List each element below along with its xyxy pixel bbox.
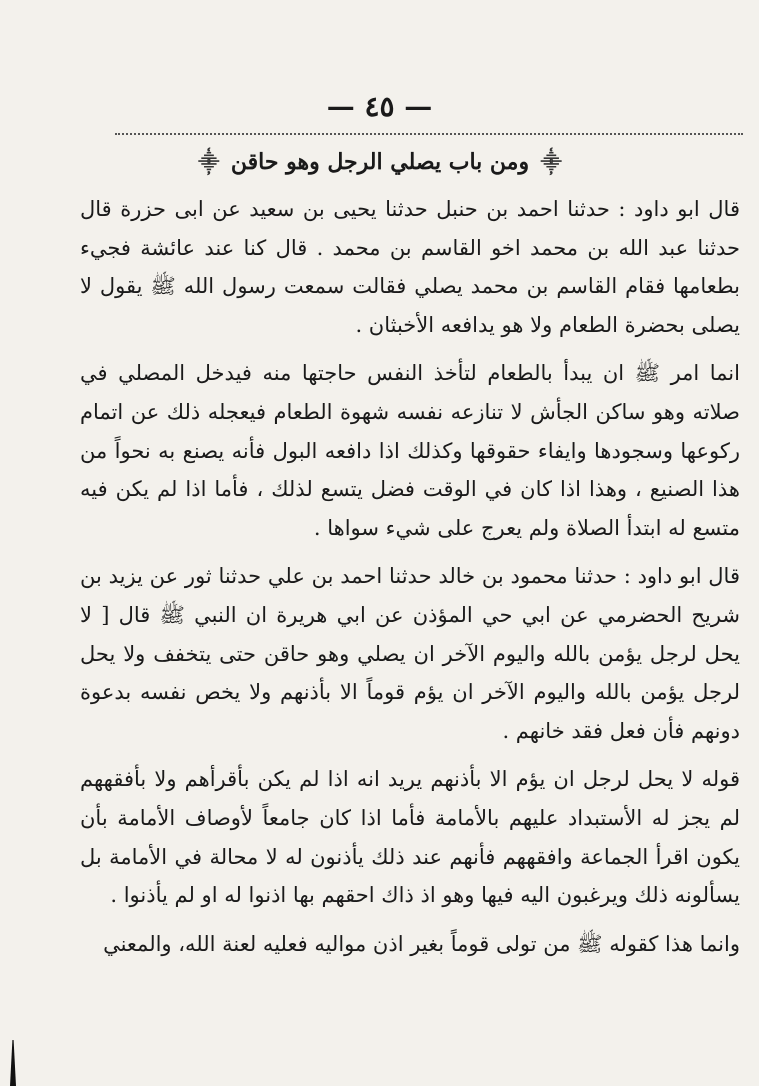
scan-edge-mark <box>10 1040 16 1086</box>
paragraph-1: قال ابو داود : حدثنا احمد بن حنبل حدثنا يحيى بن سعيد عن ابى حزرة قال حدثنا عبد الله بن محمد اخو القاسم بن محمد . قال كنا عند عائشة فجيء بطعامها فقام القاسم بن محمد يصلي فقالت سمعت رسول الله ﷺ يقول لا يصلى بحضرة الطعام ولا هو يدافعه الأخبثان . <box>80 197 740 337</box>
heading-right-ornament: ⸎ <box>540 150 562 174</box>
body-text <box>80 190 740 973</box>
paragraph-2: انما امر ﷺ ان يبدأ بالطعام لتأخذ النفس حاجتها منه فيدخل المصلي في صلاته وهو ساكن الجأش لا تنازعه نفسه شهوة الطعام فيعجله ذلك عن اتمام ركوعها وسجودها وايفاء حقوقها وكذلك اذا دافعه البول فأنه يصنع به نحواً من هذا الصنيع ، وهذا اذا كان في الوقت فضل يتسع لذلك ، فأما اذا لم يكن فيه متسع له ابتدأ الصلاة ولم يعرج على شيء سواها . <box>80 361 740 540</box>
heading-text: ومن باب يصلي الرجل وهو حاقن <box>230 149 530 175</box>
paragraph-5: وانما هذا كقوله ﷺ من تولى قوماً بغير اذن مواليه فعليه لعنة الله، والمعني <box>103 931 740 956</box>
heading-left-ornament: ⸎ <box>198 150 220 174</box>
header-rule <box>115 133 743 135</box>
section-heading <box>160 148 600 175</box>
paragraph-4: قوله لا يحل لرجل ان يؤم الا بأذنهم يريد انه اذا لم يكن بأقرأهم ولا بأفقههم لم يجز له الأستبداد عليهم بالأمامة فأما اذا كان جامعاً لأوصاف الأمامة بأن يكون اقرأ الجماعة وافقههم فأنهم عند ذلك يأذنون له لا محالة في الأمامة بل يسألونه ذلك ويرغبون اليه فيها وهو اذ ذاك احقهم بها اذنوا له او لم يأذنوا . <box>80 767 740 908</box>
page-number: — ٤٥ — <box>326 90 433 123</box>
paragraph-3: قال ابو داود : حدثنا محمود بن خالد حدثنا احمد بن علي حدثنا ثور عن يزيد بن شريح الحضرمي عن ابي حي المؤذن عن ابي هريرة ان النبي ﷺ قال [ لا يحل لرجل يؤمن بالله واليوم الآخر ان يصلي وهو حاقن حتى يتخفف ولا يحل لرجل يؤمن بالله واليوم الآخر ان يؤم قوماً الا بأذنهم ولا يخص نفسه بدعوة دونهم فأن فعل فقد خانهم . <box>80 564 740 743</box>
